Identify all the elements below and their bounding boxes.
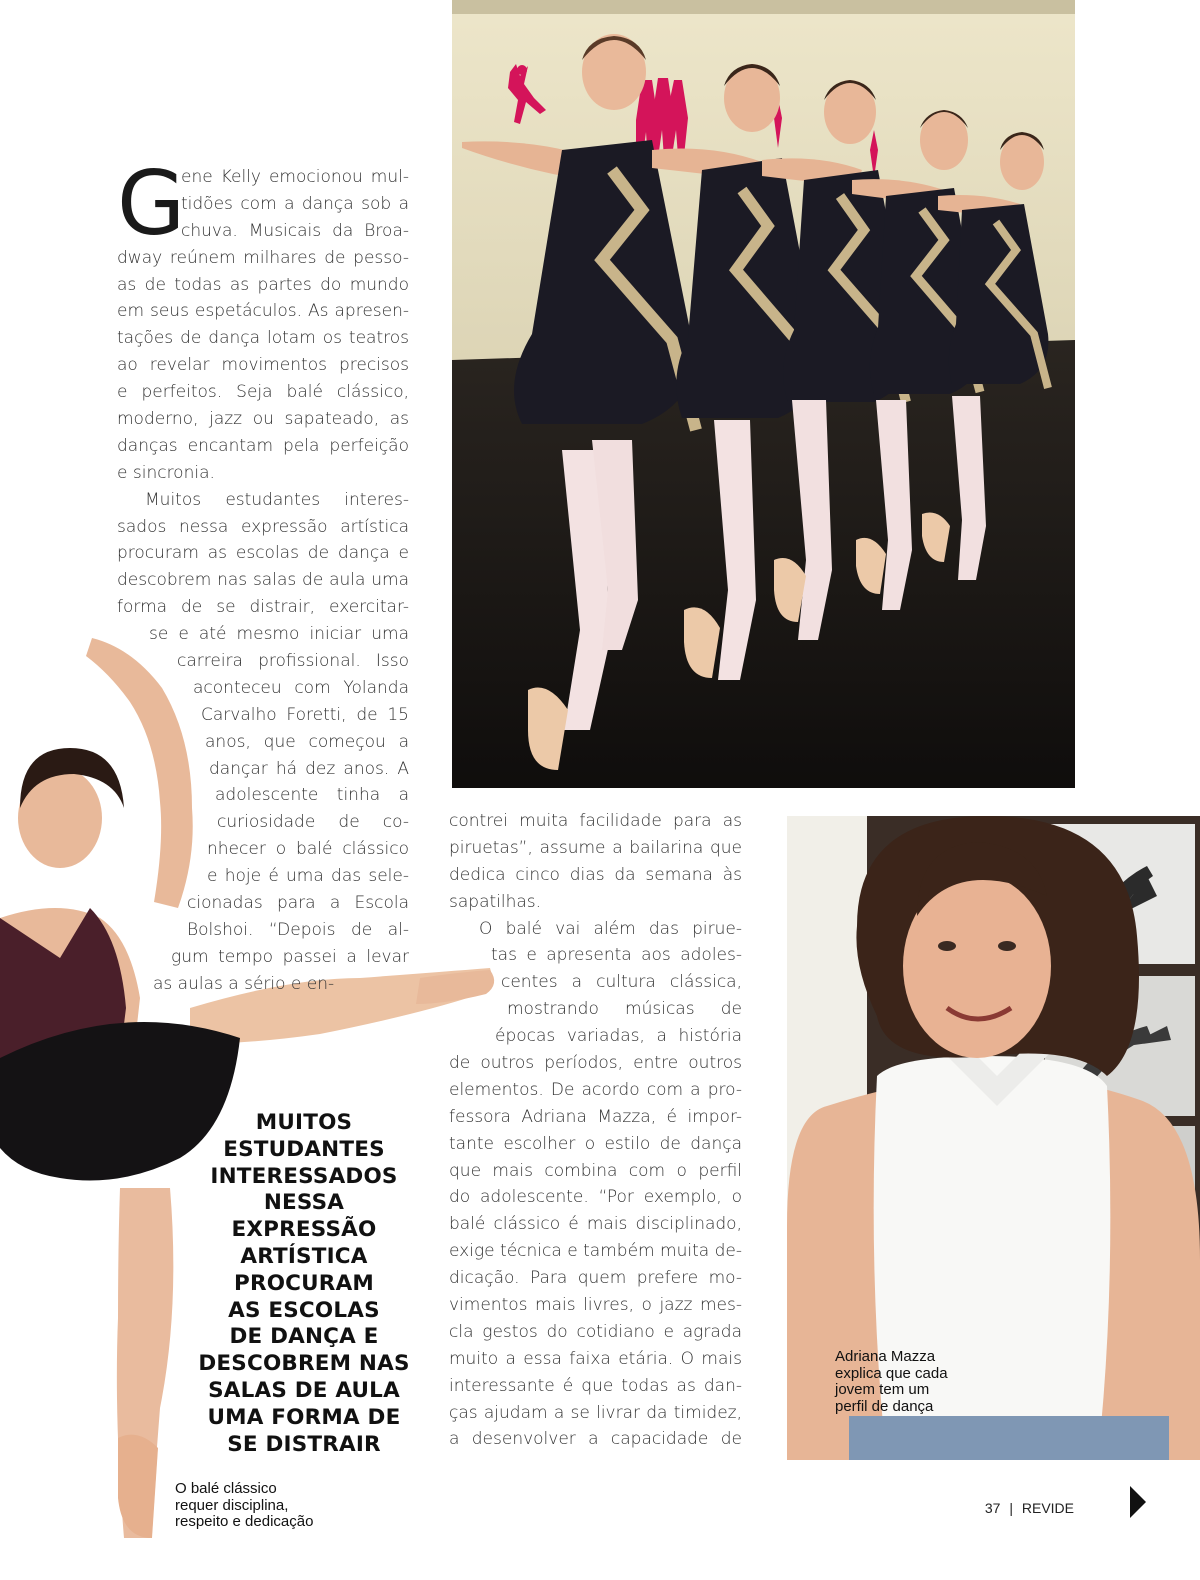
pull-quote-line: ESTUDANTES — [223, 1136, 385, 1162]
col2-line: fessora Adriana Mazza, é impor- — [449, 1106, 742, 1127]
col1-line: dançar há dez anos. A — [209, 758, 409, 779]
col2-line: O balé vai além das pirue- — [479, 918, 742, 939]
col2-line: mostrando músicas de — [507, 999, 742, 1020]
col1-line: anos, que começou a — [205, 731, 409, 752]
page-number: 37 — [984, 1500, 1001, 1516]
pull-quote-line: UMA FORMA DE — [207, 1404, 401, 1430]
col1-line: sados nessa expressão artística — [117, 516, 409, 537]
next-page-arrow-icon[interactable] — [1130, 1486, 1146, 1518]
col2-line: sapatilhas. — [449, 891, 542, 912]
col1-line: em seus espetáculos. As apresen- — [117, 301, 409, 322]
col1-line: tidões com a dança sob a — [181, 193, 409, 214]
col2-line: interessante é que todas as dan- — [449, 1375, 742, 1396]
dancers-group-photo — [452, 0, 1075, 788]
article-column-1 — [117, 164, 409, 998]
col1-line: procuram as escolas de dança e — [117, 543, 409, 564]
pull-quote-line: PROCURAM — [233, 1270, 375, 1296]
col1-line: cionadas para a Escola — [187, 893, 409, 914]
col2-line: balé clássico é mais disciplinado, — [449, 1214, 742, 1235]
col2-line: que mais combina com o perfil — [449, 1160, 742, 1181]
col2-line: tas e apresenta aos adoles- — [491, 945, 742, 966]
dancers-group-illustration — [452, 0, 1075, 788]
col2-line: vimentos mais livres, o jazz mes- — [449, 1295, 742, 1316]
page-folio — [985, 1500, 1074, 1516]
caption-line: requer disciplina, — [175, 1496, 289, 1514]
caption-line: O balé clássico — [175, 1480, 277, 1497]
col1-line: Carvalho Foretti, de 15 — [201, 704, 409, 725]
col2-line: épocas variadas, a história — [495, 1026, 742, 1047]
col1-line: danças encantam pela perfeição — [117, 435, 409, 456]
ballerina-caption — [175, 1481, 313, 1531]
col1-line: ene Kelly emocionou mul- — [181, 167, 409, 187]
drop-cap: G — [117, 152, 186, 255]
col1-line: aconteceu com Yolanda — [193, 677, 409, 698]
col2-line: tante escolher o estilo de dança — [449, 1133, 742, 1154]
article-column-2 — [449, 808, 742, 1453]
col1-line: as aulas a sério e en- — [153, 973, 335, 994]
pull-quote-line: DESCOBREM NAS — [198, 1351, 410, 1377]
folio-separator: | — [1009, 1500, 1013, 1516]
magazine-name: REVIDE — [1021, 1500, 1074, 1516]
col2-line: do adolescente. “Por exemplo, o — [449, 1187, 742, 1208]
adriana-caption — [835, 1349, 948, 1415]
col1-line: Bolshoi. “Depois de al- — [187, 919, 409, 940]
col2-line: dicação. Para quem prefere mo- — [449, 1268, 742, 1289]
col1-line: as de todas as partes do mundo — [117, 274, 409, 295]
col1-line: e sincronia. — [117, 462, 215, 483]
pull-quote-line: SE DISTRAIR — [227, 1431, 381, 1457]
pull-quote-line: NESSA — [263, 1190, 345, 1216]
col1-line: Muitos estudantes interes- — [145, 489, 409, 510]
pull-quote-line: SALAS DE AULA — [208, 1377, 400, 1403]
caption-line: respeito e dedicação — [175, 1513, 314, 1530]
col1-line: descobrem nas salas de aula uma — [117, 570, 409, 591]
col1-line: e perfeitos. Seja balé clássico, — [117, 382, 409, 403]
col1-line: dway reúnem milhares de pesso- — [117, 247, 409, 268]
col2-line: a desenvolver a capacidade de — [449, 1429, 742, 1450]
col1-line: tações de dança lotam os teatros — [117, 328, 409, 349]
col1-line: gum tempo passei a levar — [171, 946, 409, 967]
col1-line: forma de se distrair, exercitar- — [117, 597, 409, 618]
col2-line: de outros períodos, entre outros — [449, 1053, 742, 1074]
pull-quote-line: EXPRESSÃO — [231, 1217, 377, 1243]
col1-line: carreira profissional. Isso — [177, 651, 409, 672]
pull-quote-line: ARTÍSTICA — [240, 1243, 368, 1269]
col2-line: muito a essa faixa etária. O mais — [449, 1348, 742, 1369]
col1-line: se e até mesmo iniciar uma — [149, 624, 409, 645]
col2-line: dedica cinco dias da semana às — [449, 864, 742, 885]
col1-line: e hoje é uma das sele- — [207, 866, 409, 887]
pull-quote-line: DE DANÇA E — [229, 1324, 379, 1350]
pull-quote-line: MUITOS — [255, 1110, 353, 1135]
col1-line: chuva. Musicais da Broa- — [181, 220, 409, 241]
col1-line: nhecer o balé clássico — [207, 839, 409, 860]
pull-quote-line: INTERESSADOS — [210, 1163, 398, 1189]
col1-line: moderno, jazz ou sapateado, as — [117, 409, 409, 430]
col2-line: contrei muita facilidade para as — [449, 811, 742, 831]
col2-line: exige técnica e também muita de- — [449, 1241, 742, 1262]
caption-line: perfil de dança — [835, 1397, 934, 1415]
col2-line: cla gestos do cotidiano e agrada — [449, 1321, 742, 1342]
col2-line: elementos. De acordo com a pro- — [449, 1079, 742, 1100]
caption-line: explica que cada — [835, 1364, 948, 1382]
col2-line: centes a cultura clássica, — [501, 972, 742, 993]
col2-line: piruetas”, assume a bailarina que — [449, 837, 742, 858]
col1-line: adolescente tinha a — [215, 785, 409, 806]
pull-quote-line: AS ESCOLAS — [228, 1297, 380, 1323]
col1-line: ao revelar movimentos precisos — [117, 355, 409, 376]
caption-line: Adriana Mazza — [835, 1348, 936, 1365]
col2-line: ças ajudam a se livrar da timidez, — [449, 1402, 742, 1423]
pull-quote — [188, 1110, 420, 1458]
col1-line: curiosidade de co- — [217, 812, 409, 833]
caption-line: jovem tem um — [835, 1381, 930, 1398]
